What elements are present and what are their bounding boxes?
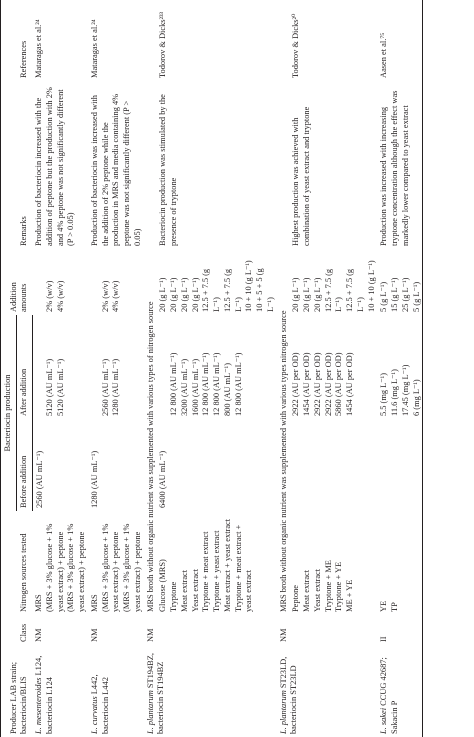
after-cell-line: 12 800 (AU mL⁻¹): [233, 352, 243, 416]
addition-cell-line: 12.5 + 7.5 (g L⁻¹): [323, 268, 344, 312]
class-cell: II: [377, 615, 423, 645]
nitrogen-cell-line: Tryptone + YE: [334, 561, 344, 612]
after-cell-line: 1600 (AU mL⁻¹): [190, 358, 200, 416]
after-cell: [289, 315, 377, 419]
nitrogen-cell-line: MRS: [34, 594, 43, 612]
nitrogen-cell-line: Yeast extract: [190, 568, 200, 612]
table-header: [1, 0, 33, 737]
header-after: After addition: [16, 315, 32, 419]
after-cell-line: 6 (mg L⁻¹): [411, 379, 421, 416]
after-cell-line: 12 800 (AU mL⁻¹): [201, 352, 211, 416]
after-cell-line: 5120 (AU mL⁻¹): [56, 358, 65, 416]
header-nitrogen: Nitrogen sources tested: [1, 511, 33, 615]
addition-cell-line: 20 (g L⁻¹): [312, 277, 322, 312]
nitrogen-cell-line: Glucose (MRS): [158, 559, 168, 612]
addition-cell-line: 20 (g L⁻¹): [291, 277, 301, 312]
after-cell: [88, 315, 144, 419]
producer-cell: [88, 645, 144, 737]
references-cell: Todorov & Dicks²⁰: [291, 13, 301, 78]
addition-cell-line: 12.5 + 7.5 (g L⁻¹): [345, 268, 365, 312]
addition-cell-line: 2% (w/v): [100, 280, 110, 312]
producer-species: L. plantarum: [145, 690, 155, 734]
after-cell-line: [35, 318, 46, 416]
addition-cell-line: 4% (w/v): [111, 280, 121, 312]
nitrogen-cell-line: (MRS + 3% glucose + 1% yeast extract) + peptone: [66, 523, 86, 612]
after-cell-line: 2560 (AU mL⁻¹): [100, 358, 110, 416]
addition-cell-line: 20 (g L⁻¹): [190, 277, 200, 312]
class-cell: NM: [34, 628, 43, 642]
addition-cell-line: 2% (w/v): [44, 280, 54, 312]
addition-cell-line: 20 (g L⁻¹): [302, 277, 311, 312]
addition-cell: [377, 249, 423, 315]
producer-species: L. curvatus: [89, 696, 99, 734]
table-row: [88, 0, 144, 737]
addition-cell: [156, 249, 276, 315]
header-producer: Producer LAB strain; bacteriocin/BLIS: [1, 645, 33, 737]
nitrogen-cell-line: Tryptone + meat extract + yeast extract: [233, 524, 254, 612]
class-cell: NM: [145, 628, 155, 642]
nitrogen-cell-line: (MRS + 3% glucose + 1% yeast extract) + peptone: [44, 523, 65, 612]
producer-species: L. sakei: [379, 707, 389, 734]
producer-cell: [32, 645, 88, 737]
nitrogen-cell-line: Peptone: [291, 585, 301, 612]
nitrogen-cell-line: Meat extract + yeast extract: [222, 518, 232, 612]
nitrogen-cell: [32, 511, 88, 615]
header-production-group: Bacteriocin production: [1, 315, 17, 511]
addition-cell: [88, 249, 144, 315]
nitrogen-cell-line: ME + YE: [345, 579, 354, 612]
addition-cell-line: 20 (g L⁻¹): [179, 277, 189, 312]
remarks-cell: Production of bacteriocin was increased with the addition of 2% peptone while the production in MRS and media containing 4% peptone was not significantly different (P > 0.05): [89, 93, 142, 246]
after-cell-line: 2922 (AU per OD): [291, 352, 301, 416]
producer-cell: [144, 645, 277, 737]
after-cell-line: 5860 (AU per OD): [334, 352, 344, 416]
after-cell-line: 3200 (AU mL⁻¹): [179, 358, 189, 416]
after-cell-line: 1454 (AU per OD): [302, 352, 311, 416]
nitrogen-cell-line: (MRS + 3% glucose + 1% yeast extract) + peptone: [122, 523, 142, 612]
nitrogen-cell-line: Meat extract: [302, 569, 311, 612]
producer-strain: CCUG 42687; Sakacin P: [379, 657, 399, 734]
after-cell-line: [158, 318, 169, 416]
after-cell-line: 5120 (AU mL⁻¹): [45, 358, 55, 416]
nitrogen-cell-line: Yeast extract: [312, 568, 322, 612]
producer-species: L. plantarum: [278, 690, 288, 734]
addition-cell-line: 12.5 + 7.5 (g L⁻¹): [201, 268, 221, 312]
before-cell: [88, 419, 144, 511]
after-cell-line: 12 800 (AU mL⁻¹): [212, 352, 221, 416]
after-cell-line: [90, 318, 101, 416]
before-cell-line: 6400 (AU mL⁻¹): [158, 450, 168, 508]
before-cell-line: 2560 (AU mL⁻¹): [34, 450, 44, 508]
nitrogen-cell-line: TP: [390, 602, 399, 612]
addition-cell-line: 12.5 + 7.5 (g L⁻¹): [222, 268, 243, 312]
nitrogen-cell-line: Tryptone + ME: [323, 560, 333, 612]
header-remarks: Remarks: [1, 81, 33, 249]
nitrogen-cell: [88, 511, 144, 615]
references-cell: Mataragas et al.²⁴: [89, 19, 99, 78]
producer-strain: ST23LD, bacteriocin ST23LD: [278, 656, 299, 734]
after-cell: [32, 315, 88, 419]
after-cell-line: 800 (AU mL⁻¹): [222, 363, 232, 416]
after-cell: [377, 315, 423, 419]
header-class: Class: [1, 615, 33, 645]
addition-cell-line: 10 + 10 (g L⁻¹): [244, 260, 254, 312]
after-cell-line: 5.5 (mg L⁻¹): [379, 373, 389, 416]
remarks-cell: Production of bacteriocin increased with the addition of peptone but the production with 2% and 4% peptone was not significantly different (P > 0.05): [34, 87, 76, 246]
header-addition: Addition amounts: [1, 249, 33, 315]
addition-cell-line: 25 (g L⁻¹): [400, 277, 410, 312]
nitrogen-cell-line: Tryptone: [169, 581, 178, 612]
before-cell: [32, 419, 88, 511]
addition-cell-line: 20 (g L⁻¹): [169, 277, 178, 312]
references-cell: Todorov & Dicks²³³: [158, 11, 168, 78]
span-note: MRS broth without organic nutrient was supplemented with various types nitrogen source: [278, 310, 288, 612]
producer-strain: L442, bacteriocin L442: [89, 674, 110, 734]
addition-cell-line: 5 (g L⁻¹): [379, 281, 389, 312]
table-body: [32, 0, 423, 737]
after-cell-line: 17.45 (mg L⁻¹): [400, 364, 410, 416]
addition-cell-line: [34, 252, 45, 312]
before-cell: [377, 419, 423, 511]
addition-cell-line: 20 (g L⁻¹): [158, 277, 168, 312]
table-row: [32, 0, 88, 737]
after-cell-line: 1280 (AU mL⁻¹): [111, 358, 121, 416]
references-cell: Mataragas et al.²⁴: [34, 19, 43, 78]
nitrogen-cell-line: Tryptone + meat extract: [201, 531, 211, 612]
nitrogen-cell: [377, 511, 423, 615]
after-cell-line: 2922 (AU per OD): [323, 352, 333, 416]
after-cell-line: 11.6 (mg L⁻¹): [390, 369, 399, 416]
header-references: References: [1, 0, 33, 81]
producer-species: L. mesenteroides: [34, 677, 43, 734]
after-cell-line: 12 800 (AU mL⁻¹): [169, 352, 178, 416]
nitrogen-cell-line: MRS: [89, 594, 99, 612]
nitrogen-cell-line: YE: [379, 600, 389, 612]
nitrogen-cell: [289, 511, 377, 615]
before-cell: [289, 419, 377, 511]
addition-cell-line: 10 + 5 + 5 (g L⁻¹): [255, 268, 275, 312]
addition-cell-line: 4% (w/v): [55, 280, 65, 312]
after-cell: [156, 315, 276, 419]
class-cell: NM: [89, 628, 99, 642]
before-cell-line: 1280 (AU mL⁻¹): [89, 450, 99, 508]
before-cell: [156, 419, 276, 511]
references-cell: Aasen et al.⁷⁵: [377, 0, 423, 81]
addition-cell-line: [90, 252, 101, 312]
table-row: [144, 0, 157, 737]
after-cell-line: 1454 (AU per OD): [345, 352, 354, 416]
span-note: MRS broth without organic nutrient was supplemented with various types of nitrogen source: [145, 301, 155, 612]
producer-strain: L124, bacteriocin L124: [34, 655, 54, 734]
addition-cell-line: 5 (g L⁻¹): [411, 281, 421, 312]
header-before: Before addition: [16, 419, 32, 511]
nitrogen-cell-line: Tryptone + yeast extract: [212, 530, 221, 612]
addition-cell: [289, 249, 377, 315]
producer-strain: ST194BZ, bacteriocin ST194BZ: [145, 653, 166, 734]
producer-cell: [377, 645, 423, 737]
addition-cell: [32, 249, 88, 315]
remarks-cell: Highest production was achieved with combination of yeast extract and tryptone: [291, 106, 311, 246]
addition-cell-line: 15 (g L⁻¹): [390, 277, 399, 312]
remarks-cell: Bacteriocin production was stimulated by the presence of tryptone: [158, 94, 178, 246]
producer-cell: [277, 645, 378, 737]
addition-cell-line: 10 + 10 (g L⁻¹): [366, 260, 376, 312]
table-row: [277, 0, 290, 737]
remarks-cell: Production was increased with increasing tryptone concentration although the effect was markedly lower compared to yeast extract: [377, 81, 423, 249]
nitrogen-cell: [156, 511, 276, 615]
nitrogen-cell-line: (MRS + 3% glucose + 1% yeast extract) + peptone: [100, 523, 121, 612]
class-cell: NM: [278, 628, 288, 642]
after-cell-line: 2922 (AU per OD): [312, 352, 322, 416]
nitrogen-cell-line: Meat extract: [179, 569, 189, 612]
table-row: [377, 0, 423, 737]
